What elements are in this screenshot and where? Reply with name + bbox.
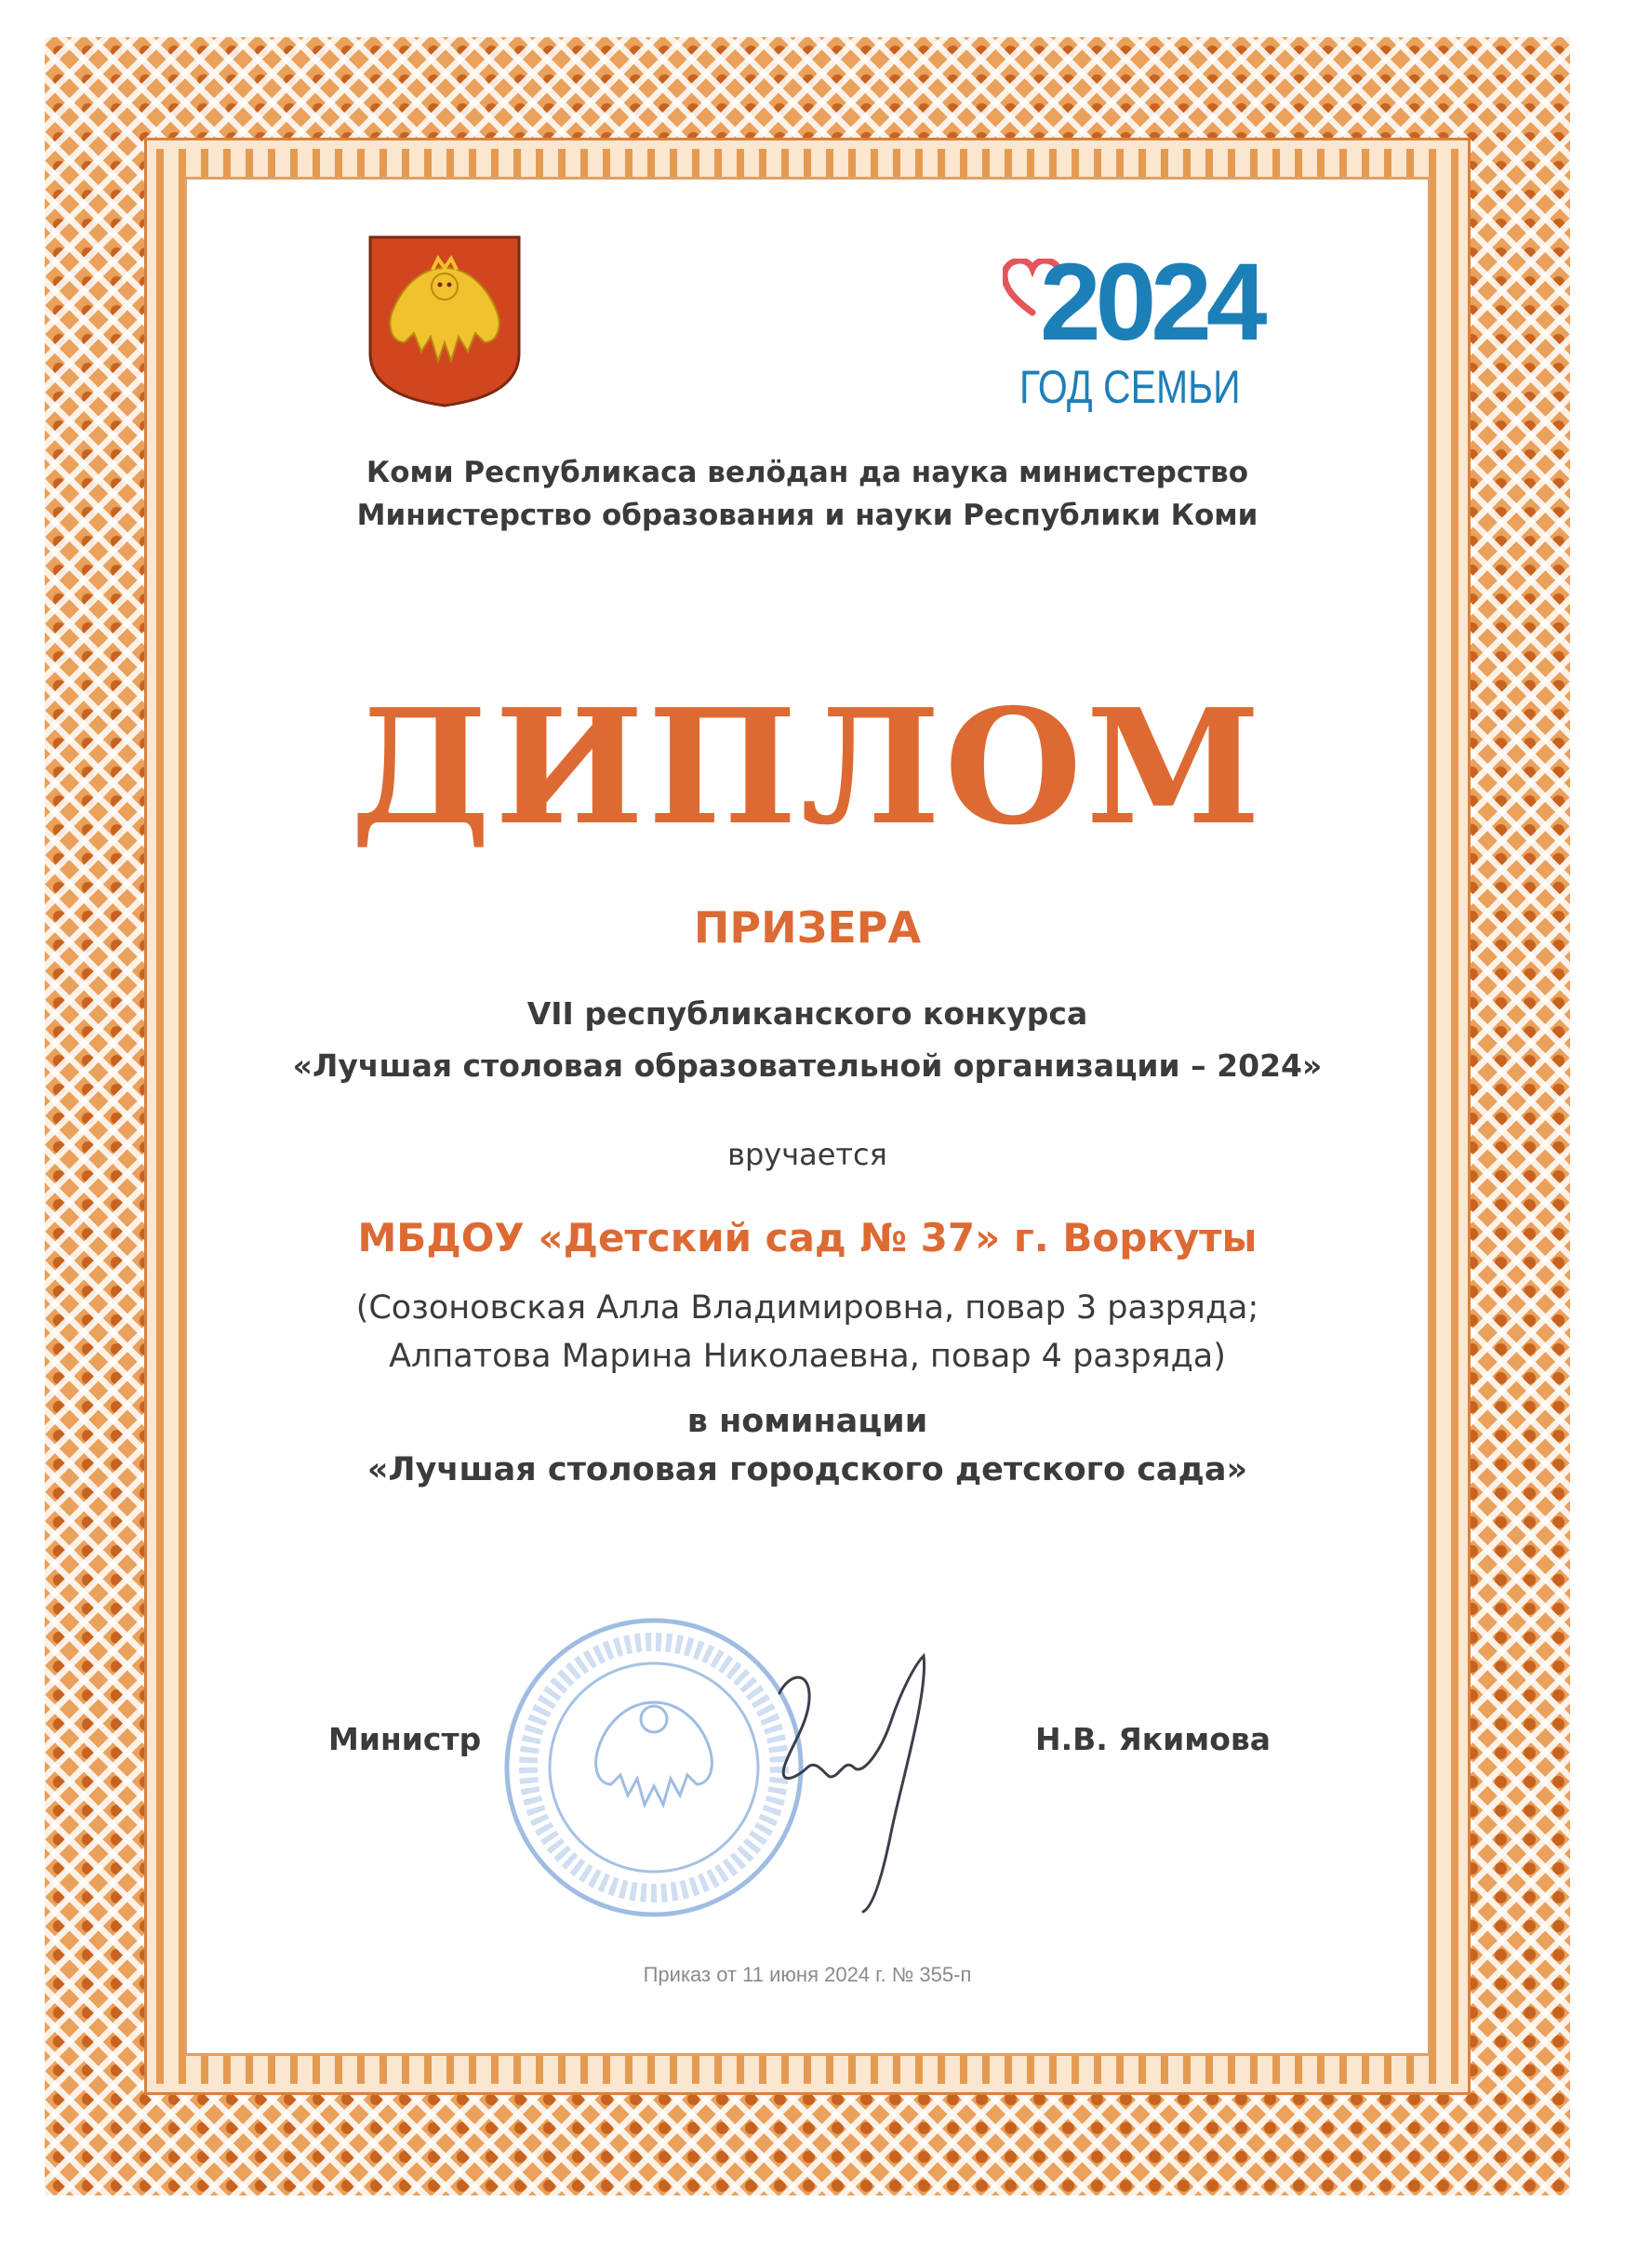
recipient-name: МБДОУ «Детский сад № 37» г. Воркуты <box>357 1215 1258 1261</box>
contest-line-2: «Лучшая столовая образовательной организации – 2024» <box>292 1047 1323 1084</box>
persons-line-1: (Созоновская Алла Владимировна, повар 3 разряда; <box>355 1289 1259 1327</box>
diploma-content <box>184 177 1431 2056</box>
logo-year: 2024 <box>1040 241 1262 364</box>
handwritten-signature-icon <box>752 1637 938 1916</box>
year-of-family-logo <box>1003 241 1262 419</box>
contest-line-1: VII республиканского конкурса <box>526 995 1088 1032</box>
awarded-text: вручается <box>727 1137 887 1172</box>
nomination-label: в номинации <box>686 1403 928 1440</box>
coat-of-arms-icon <box>366 233 524 409</box>
diploma-subtitle: ПРИЗЕРА <box>693 902 922 953</box>
logo-caption: ГОД СЕМЬИ <box>1019 361 1241 413</box>
nomination-title: «Лучшая столовая городского детского сада» <box>366 1451 1248 1488</box>
ministry-name-russian: Министерство образования и науки Республики Коми <box>356 499 1258 532</box>
persons-line-2: Алпатова Марина Николаевна, повар 4 разряда) <box>389 1338 1226 1375</box>
signatory-title: Министр <box>328 1721 482 1757</box>
diploma-title: ДИПЛОМ <box>350 674 1265 861</box>
ministry-name-komi: Коми Республикаса велӧдан да наука министерство <box>366 456 1249 489</box>
signatory-name: Н.В. Якимова <box>1035 1721 1272 1757</box>
order-reference: Приказ от 11 июня 2024 г. № 355-п <box>643 1963 972 1986</box>
